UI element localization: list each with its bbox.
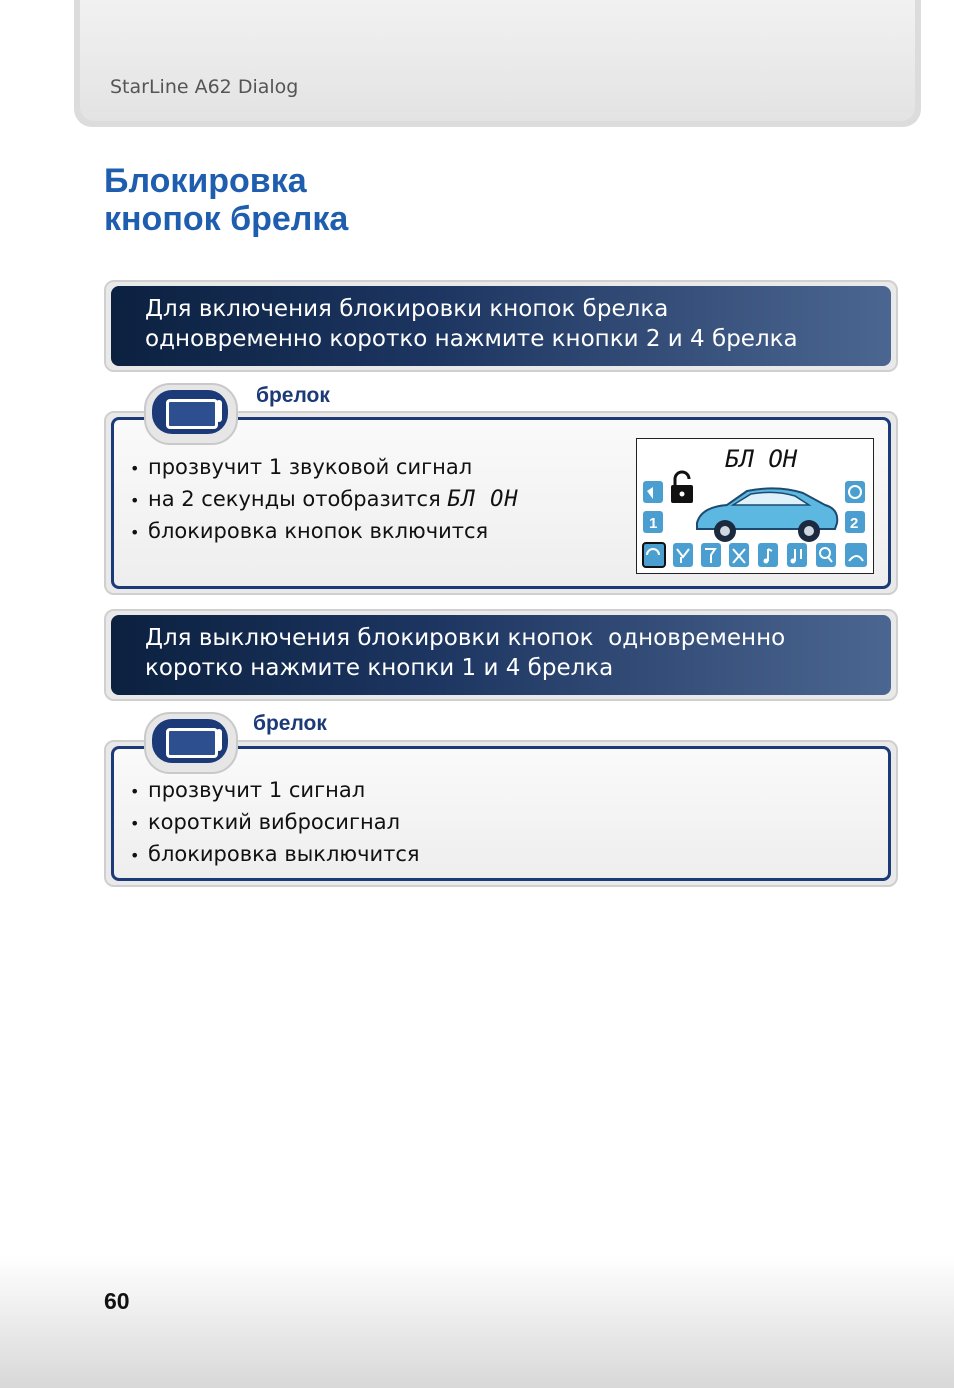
header-box	[74, 0, 921, 127]
search-icon	[816, 543, 836, 567]
header-label: StarLine A62 Dialog	[110, 76, 299, 98]
result-list-disable	[130, 775, 420, 871]
car-icon	[697, 488, 837, 542]
padlock-open-icon	[671, 472, 693, 503]
key-fob-icon	[144, 712, 238, 774]
instruction-box-enable	[104, 280, 898, 372]
lcd-key-1: 1	[649, 515, 658, 532]
lcd-key-2: 2	[850, 515, 859, 532]
fob-label: брелок	[256, 384, 330, 407]
fob-lcd-display	[636, 438, 874, 574]
page-title	[104, 162, 348, 238]
instruction-disable-line-1: Для выключения блокировки кнопок одновременно	[145, 625, 786, 651]
lcd-text: БЛ ОН	[725, 445, 798, 473]
instruction-enable-line-2: одновременно коротко нажмите кнопки 2 и 4 брелка	[145, 326, 798, 352]
display-code: БЛ ОН	[447, 487, 519, 512]
instruction-box-disable	[104, 609, 898, 701]
instruction-disable-line-2: коротко нажмите кнопки 1 и 4 брелка	[145, 655, 614, 681]
list-item: • короткий вибросигнал	[130, 807, 420, 839]
list-item: • блокировка кнопок включится	[130, 516, 519, 548]
list-item: • прозвучит 1 сигнал	[130, 775, 420, 807]
key-fob-icon	[144, 383, 238, 445]
list-item: • на 2 секунды отобразится БЛ ОН	[130, 484, 519, 516]
instruction-enable-line-1: Для включения блокировки кнопок брелка	[145, 296, 669, 322]
title-line-1: Блокировка	[104, 162, 307, 200]
page-number: 60	[104, 1288, 130, 1314]
heater-icon	[845, 543, 867, 567]
footer-band	[0, 1255, 954, 1388]
melody-2-icon	[787, 543, 807, 567]
list-item: • прозвучит 1 звуковой сигнал	[130, 452, 519, 484]
lcd-graphic	[637, 439, 873, 573]
wrench-icon	[673, 543, 693, 567]
result-list-enable	[130, 452, 519, 548]
fob-label: брелок	[253, 712, 327, 735]
title-line-2: кнопок брелка	[104, 200, 349, 238]
list-item: • блокировка выключится	[130, 839, 420, 871]
